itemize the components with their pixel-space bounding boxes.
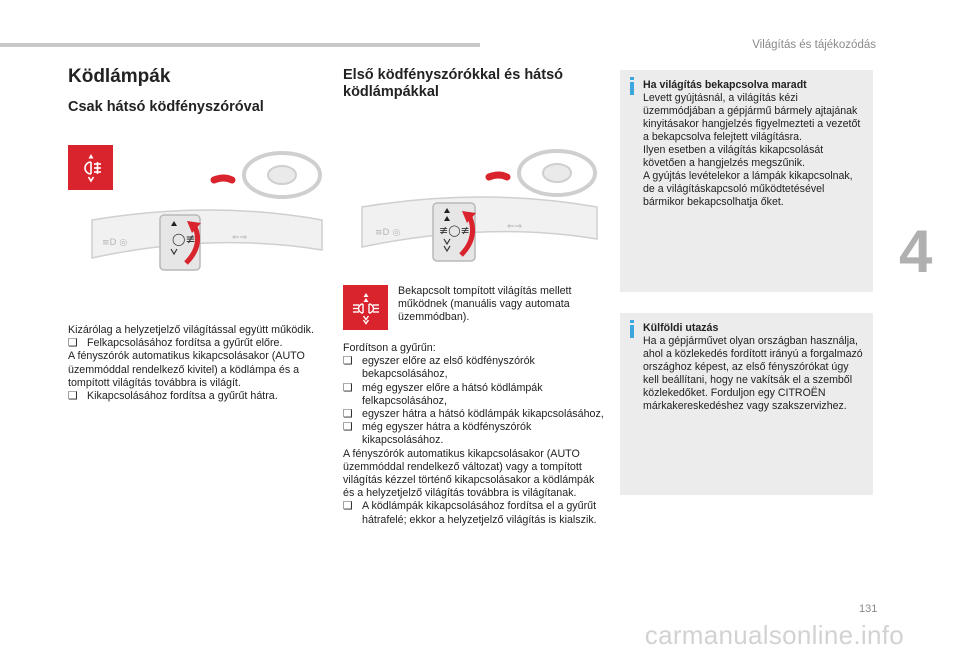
list-item: ❑ még egyszer előre a hátsó ködlámpák felkapcsolásához, [343,381,543,407]
left-body-text [68,324,328,403]
page-number: 131 [859,603,878,615]
svg-text:⇐⇒: ⇐⇒ [507,222,523,232]
svg-text:◯≢: ◯≢ [172,232,196,246]
info-line: A gyújtás levételekor a lámpák kikapcsolnak, de a világításkapcsoló működtetésével bármikor bekapcsolhatja őket. [643,170,853,208]
info-line: Ha a gépjárművet olyan országban használja, ahol a közlekedés fordított irányú a forgalmazó országhoz képest, az első fényszórókat úgy kell beállítani, hogy ne vakítsák el a szemből közlekedőket. Forduljon egy CITROËN márkakereskedéshez vagy szakszervizhez. [643,335,863,412]
svg-text:⇐⇒: ⇐⇒ [232,233,248,243]
svg-text:≡D ◎: ≡D ◎ [375,228,401,238]
list-item: ❑ Felkapcsolásához fordítsa a gyűrűt előre. [68,337,283,350]
watermark[interactable]: carmanualsonline.info [644,620,904,650]
section-heading-rear-fog: Csak hátsó ködfényszóróval [68,99,264,115]
info-box-foreign-travel [620,313,873,495]
info-box-title: Ha világítás bekapcsolva maradt [643,79,807,91]
list-item: ❑ még egyszer hátra a ködfényszórók kikapcsolásához. [343,421,532,447]
paragraph: A fényszórók automatikus kikapcsolásakor (AUTO üzemmóddal rendelkező kivitel) a ködlámpa és a tompított világítás továbbra is világít. [68,350,305,389]
info-box-content [643,79,865,209]
section-heading-front-rear-fog: Első ködfényszórókkal és hátsó ködlámpákkal [343,67,563,100]
info-line: Ilyen esetben a világítás kikapcsolását követően a hangjelzés megszűnik. [643,144,824,169]
list-item: ❑ A ködlámpák kikapcsolásához fordítsa el a gyűrűt hátrafelé; ekkor a helyzetjelző világítás is kialszik. [343,500,597,526]
svg-text:≢◯≢: ≢◯≢ [439,224,470,237]
page-title: Ködlámpák [68,66,171,87]
front-rear-fog-light-icon [343,285,388,330]
light-switch-illustration [82,145,324,285]
list-item: ❑ egyszer hátra a hátsó ködlámpák kikapcsolásához, [343,408,604,421]
list-item: ❑ egyszer előre az első ködfényszórók bekapcsolásához, [343,355,535,381]
list-item: ❑ Kikapcsolásához fordítsa a gyűrűt hátra. [68,390,278,403]
paragraph: Fordítson a gyűrűn: [343,342,436,354]
info-box-title: Külföldi utazás [643,322,719,334]
chapter-title: Világítás és tájékozódás [752,39,876,51]
paragraph: A fényszórók automatikus kikapcsolásakor (AUTO üzemmóddal rendelkező változat) vagy a tompított világítás kézzel történő kikapcsolásakor a ködlámpák és a helyzetjelző világítás továbbra is világítanak. [343,447,595,500]
chapter-number: 4 [899,218,933,285]
middle-body-text [343,342,608,527]
info-line: Levett gyújtásnál, a világítás kézi üzemmódjában a gépjármű bármely ajtajának kinyitásakor hangjelzés figyelmezteti a vezetőt a bekapcsolva felejtett világításra. [643,92,861,143]
info-box-content [643,322,865,413]
info-icon-bar [630,325,634,338]
paragraph: Kizárólag a helyzetjelző világítással együtt működik. [68,324,314,336]
info-box-lights-left-on [620,70,873,292]
info-icon [630,320,634,323]
info-icon [630,77,634,80]
svg-text:≡D ◎: ≡D ◎ [102,238,128,248]
light-switch-illustration-front-rear [357,145,599,275]
header-rule [0,43,480,47]
front-fog-note: Bekapcsolt tompított világítás mellett működnek (manuális vagy automata üzemmódban). [398,285,572,324]
info-icon-bar [630,82,634,95]
